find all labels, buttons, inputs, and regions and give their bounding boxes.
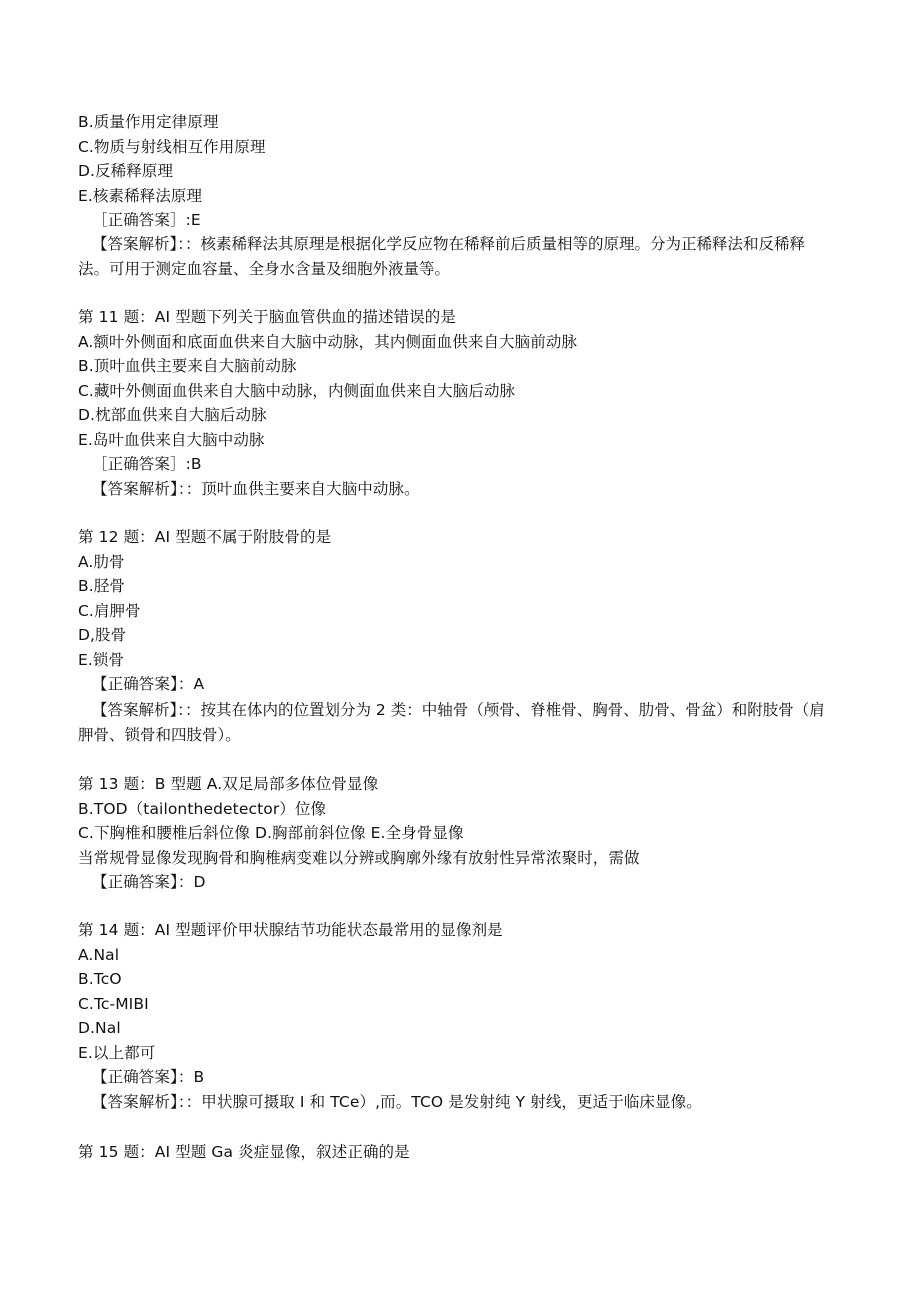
question-title: 第 14 题：AI 型题评价甲状腺结节功能状态最常用的显像剂是: [78, 921, 503, 939]
option-a: A.Nal: [78, 946, 120, 964]
option-c: C.物质与射线相互作用原理: [78, 138, 266, 156]
option-e: E.核素稀释法原理: [78, 187, 203, 205]
answer-explanation: 【答案解析】：：顶叶血供主要来自大脑中动脉。: [92, 480, 420, 498]
option-e: E.岛叶血供来自大脑中动脉: [78, 431, 265, 449]
option-b: B.质量作用定律原理: [78, 113, 219, 131]
option-e: E.锁骨: [78, 651, 125, 669]
option-e: E.以上都可: [78, 1044, 156, 1062]
correct-answer: 【正确答案】：D: [92, 873, 206, 891]
option-b: B.顶叶血供主要来自大脑前动脉: [78, 357, 297, 375]
question-title: 第 15 题：AI 型题 Ga 炎症显像，叙述正确的是: [78, 1143, 410, 1161]
option-a: A.额叶外侧面和底面血供来自大脑中动脉，其内侧面血供来自大脑前动脉: [78, 333, 578, 351]
option-d: D,股骨: [78, 626, 127, 644]
correct-answer: ［正确答案］:E: [92, 211, 201, 229]
answer-explanation: 【答案解析】：：甲状腺可摄取 I 和 TCe）,而。TCO 是发射纯 Y 射线，更适于临床显像。: [92, 1093, 702, 1111]
option-b: B.胫骨: [78, 577, 125, 595]
option-d: D.Nal: [78, 1019, 121, 1037]
correct-answer: ［正确答案］:B: [92, 455, 202, 473]
question-line: B.TOD（tailonthedetector）位像: [78, 800, 327, 818]
question-title: 第 12 题：AI 型题不属于附肢骨的是: [78, 528, 332, 546]
option-d: D.枕部血供来自大脑后动脉: [78, 406, 267, 424]
correct-answer: 【正确答案】：B: [92, 1068, 205, 1086]
option-c: C.肩胛骨: [78, 602, 141, 620]
option-a: A.肋骨: [78, 553, 125, 571]
answer-explanation: 【答案解析】：：核素稀释法其原理是根据化学反应物在稀释前后质量相等的原理。分为正稀释法和反稀释法。可用于测定血容量、全身水含量及细胞外液量等。: [78, 235, 806, 278]
question-title: 第 13 题：B 型题 A.双足局部多体位骨显像: [78, 775, 379, 793]
option-b: B.TcO: [78, 970, 122, 988]
answer-explanation: 【答案解析】：：按其在体内的位置划分为 2 类：中轴骨（颅骨、脊椎骨、胸骨、肋骨、骨盆）和附肢骨（肩胛骨、锁骨和四肢骨）。: [78, 701, 825, 744]
question-line: C.下胸椎和腰椎后斜位像 D.胸部前斜位像 E.全身骨显像: [78, 824, 464, 842]
option-c: C.Tc-MIBI: [78, 995, 149, 1013]
question-title: 第 11 题：AI 型题下列关于脑血管供血的描述错误的是: [78, 308, 456, 326]
correct-answer: 【正确答案】：A: [92, 675, 205, 693]
option-d: D.反稀释原理: [78, 162, 174, 180]
question-stem: 当常规骨显像发现胸骨和胸椎病变难以分辨或胸廓外缘有放射性异常浓聚时，需做: [78, 849, 640, 867]
option-c: C.藏叶外侧面血供来自大脑中动脉，内侧面血供来自大脑后动脉: [78, 382, 516, 400]
